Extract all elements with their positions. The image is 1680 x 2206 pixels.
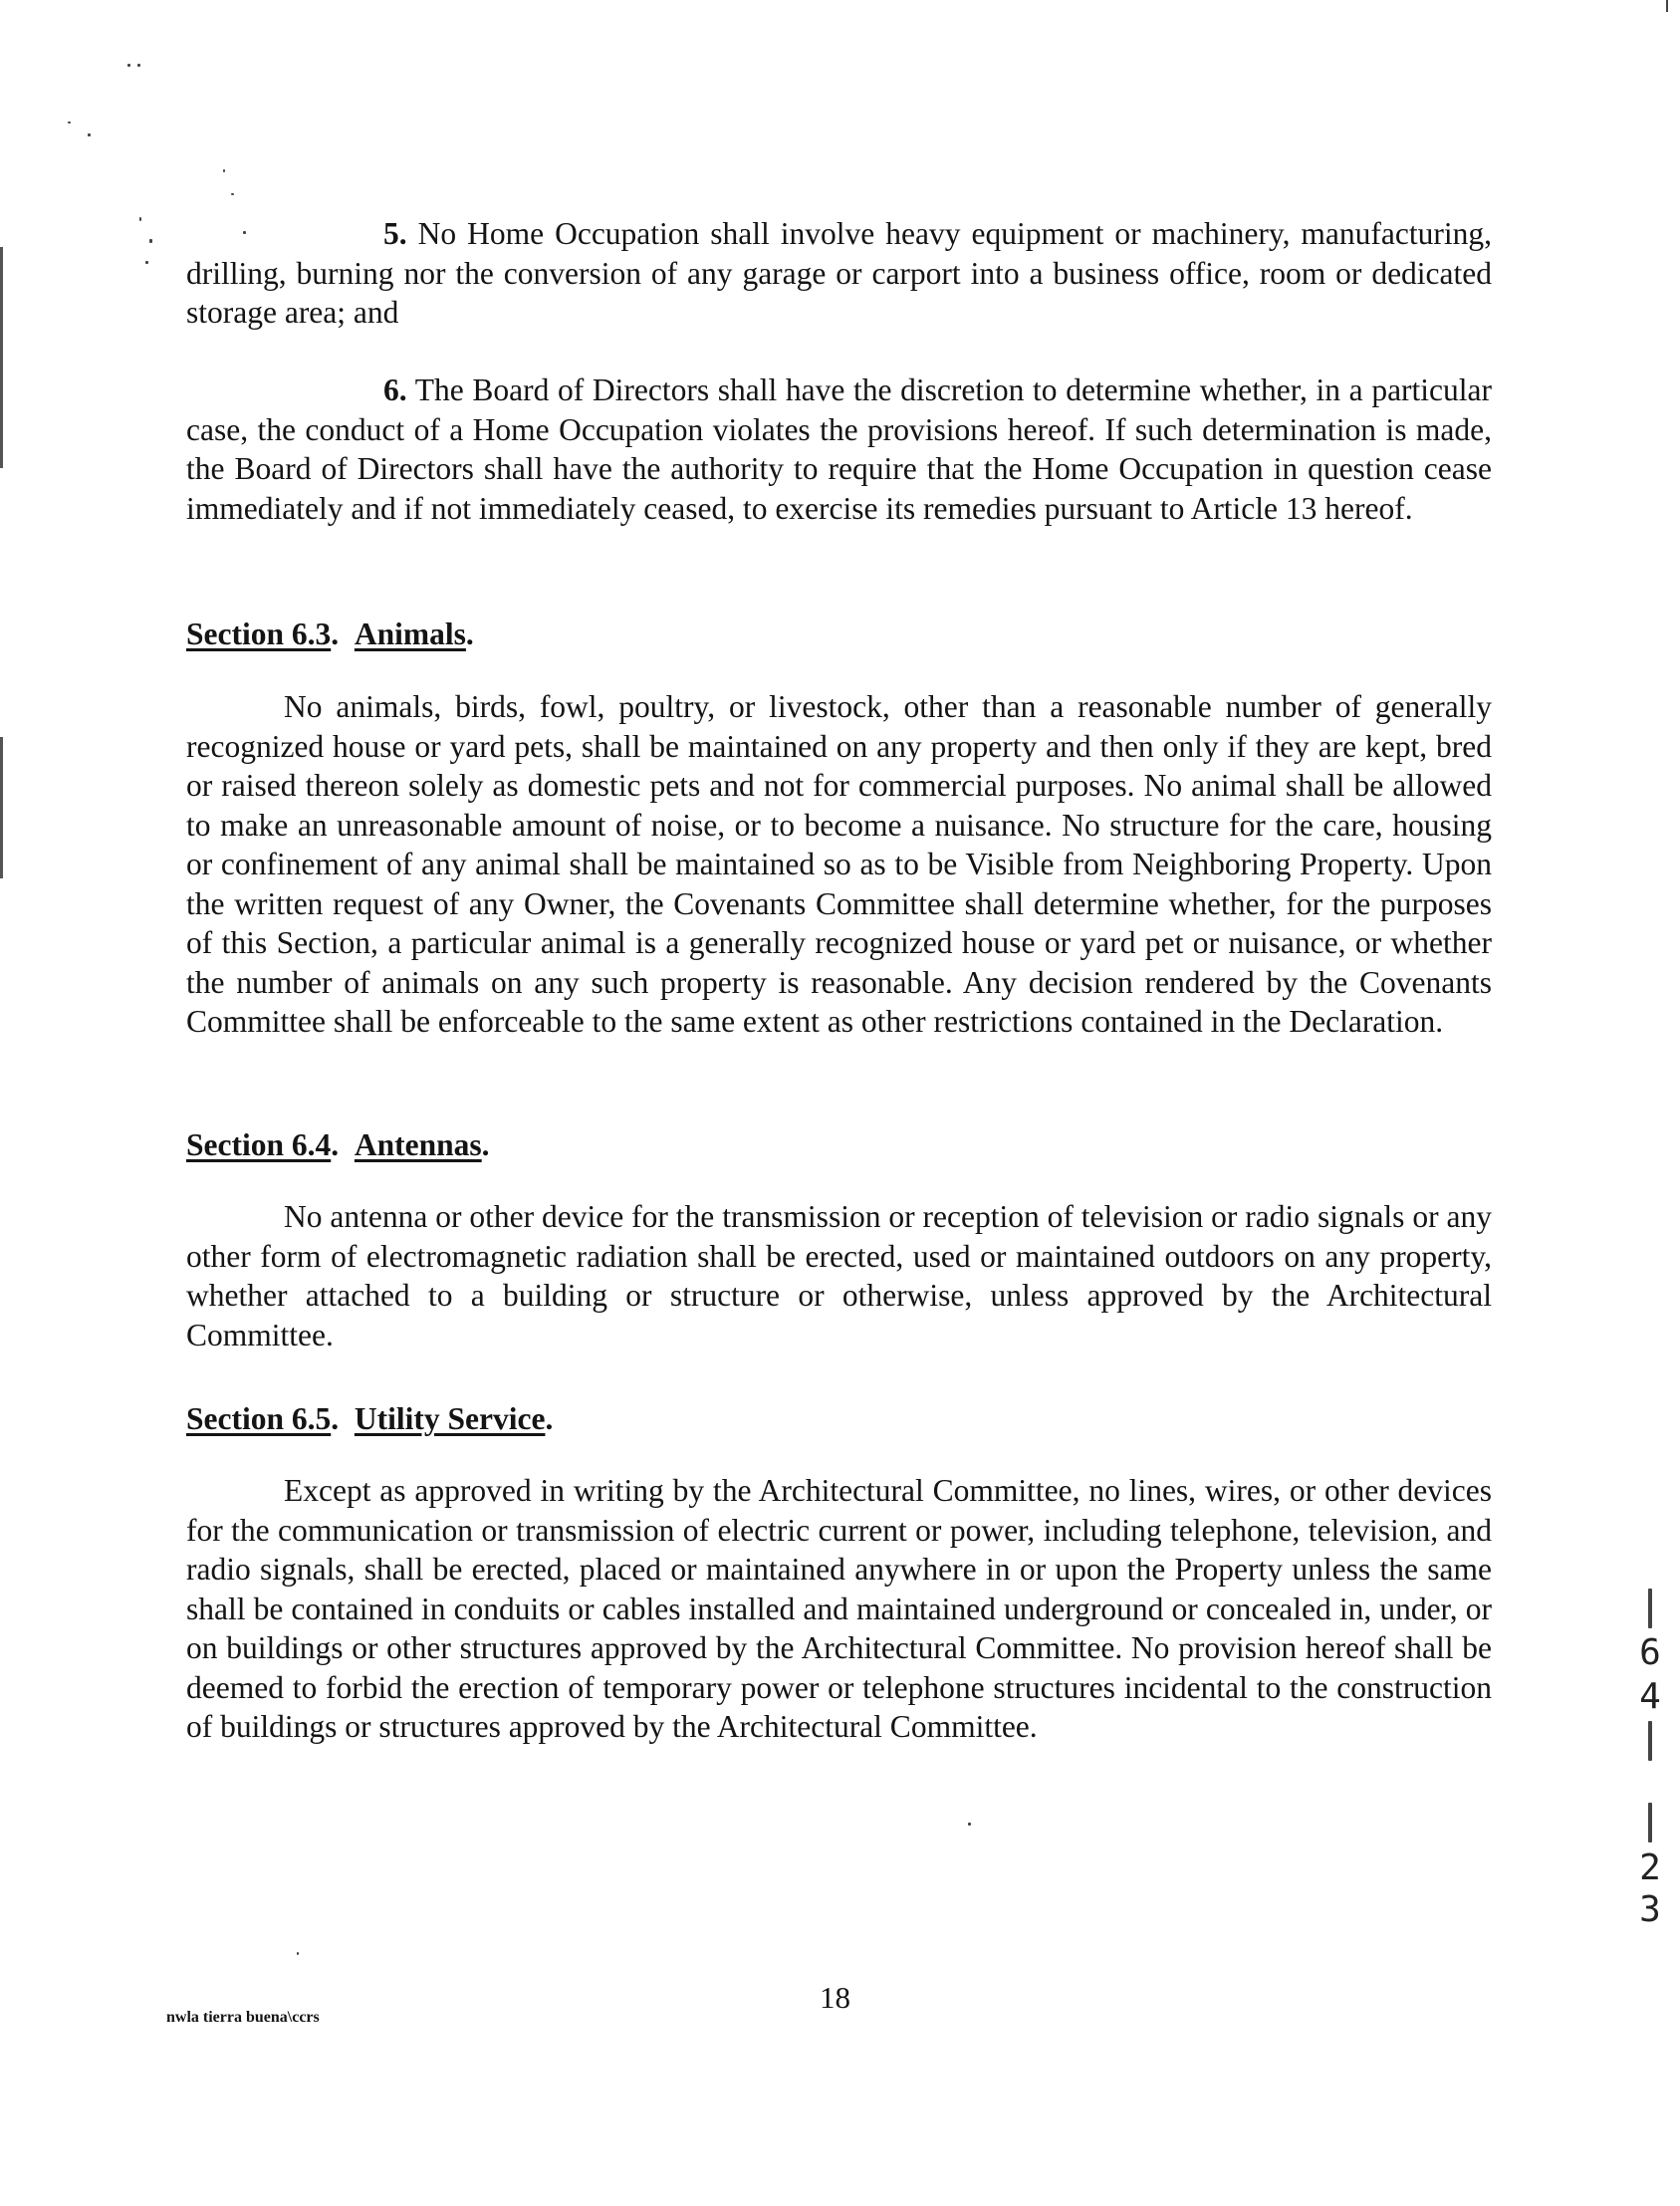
section-title: Animals bbox=[354, 616, 466, 651]
stamp-tick bbox=[1648, 1721, 1652, 1761]
scan-speck bbox=[145, 261, 148, 264]
section-number: Section 6.3 bbox=[186, 616, 332, 651]
recording-stamp-digit: 2 bbox=[1639, 1847, 1661, 1888]
list-item bbox=[186, 370, 1492, 528]
list-item bbox=[186, 214, 1492, 333]
footer-file-reference: nwla tierra buena\ccrs bbox=[166, 2009, 320, 2026]
section-heading: Section 6.5. Utility Service. bbox=[186, 1401, 554, 1436]
stamp-tick bbox=[1648, 1803, 1652, 1842]
section-heading: Section 6.4. Antennas. bbox=[186, 1127, 490, 1162]
section-number: Section 6.5 bbox=[186, 1401, 332, 1436]
section-number: Section 6.4 bbox=[186, 1127, 332, 1162]
page-number: 18 bbox=[820, 1980, 850, 2015]
section-body bbox=[186, 1471, 1492, 1747]
margin-revision-bar bbox=[0, 737, 3, 878]
scan-speck bbox=[231, 193, 234, 195]
scan-speck bbox=[127, 64, 130, 67]
recording-stamp-digit: 3 bbox=[1639, 1889, 1661, 1930]
item-number: 6. bbox=[383, 372, 407, 407]
section-body bbox=[186, 1197, 1492, 1354]
recording-stamp-digit: 6 bbox=[1639, 1632, 1661, 1673]
item-number: 5. bbox=[383, 216, 407, 251]
item-text: No Home Occupation shall involve heavy equipment or machinery, manufacturing, drilling, burning nor the conversion of any garage or carport into a business office, room or dedicated storage area; and bbox=[186, 216, 1492, 330]
scan-speck bbox=[297, 1952, 299, 1955]
corner-scan-mark bbox=[1666, 0, 1668, 12]
section-body-text: No antenna or other device for the transmission or reception of television or radio signals or any other form of electromagnetic radiation shall be erected, used or maintained outdoors on any property, whether attached to a building or structure or otherwise, unless approved by the Architectural Committee. bbox=[186, 1199, 1492, 1352]
scan-speck bbox=[149, 239, 152, 243]
scan-speck bbox=[137, 64, 140, 67]
section-body-text: No animals, birds, fowl, poultry, or livestock, other than a reasonable number of generally recognized house or yard pets, shall be maintained on any property and then only if they are kept, bred or raised thereon solely as domestic pets and not for commercial purposes. No animal shall be allowed to make an unreasonable amount of noise, or to become a nuisance. No structure for the care, housing or confinement of any animal shall be maintained so as to be Visible from Neighboring Property. Upon the written request of any Owner, the Covenants Committee shall determine whether, for the purposes of this Section, a particular animal is a generally recognized house or yard pet or nuisance, or whether the number of animals on any such property is reasonable. Any decision rendered by the Covenants Committee shall be enforceable to the same extent as other restrictions contained in the Declaration. bbox=[186, 689, 1492, 1039]
scan-speck bbox=[139, 217, 141, 221]
scan-speck bbox=[88, 133, 91, 136]
section-body-text: Except as approved in writing by the Architectural Committee, no lines, wires, or other devices for the communication or transmission of electric current or power, including telephone, television, and radio signals, shall be erected, placed or maintained anywhere in or upon the Property unless the same shall be contained in conduits or cables installed and maintained underground or concealed in, under, or on buildings or other structures approved by the Architectural Committee. No provision hereof shall be deemed to forbid the erection of temporary power or telephone structures incidental to the construction of buildings or structures approved by the Architectural Committee. bbox=[186, 1473, 1492, 1744]
scan-speck bbox=[968, 1823, 971, 1826]
stamp-tick bbox=[1648, 1589, 1652, 1628]
section-body bbox=[186, 687, 1492, 1042]
section-title: Antennas bbox=[354, 1127, 482, 1162]
item-text: The Board of Directors shall have the discretion to determine whether, in a particular case, the conduct of a Home Occupation violates the provisions hereof. If such determination is made, the Board of Directors shall have the authority to require that the Home Occupation in question cease immediately and if not immediately ceased, to exercise its remedies pursuant to Article 13 hereof. bbox=[186, 372, 1492, 526]
scan-speck bbox=[68, 122, 71, 123]
recording-stamp-digit: 4 bbox=[1639, 1676, 1661, 1717]
margin-revision-bar bbox=[0, 247, 3, 468]
section-title: Utility Service bbox=[354, 1401, 546, 1436]
scan-speck bbox=[223, 169, 225, 172]
section-heading: Section 6.3. Animals. bbox=[186, 616, 474, 651]
